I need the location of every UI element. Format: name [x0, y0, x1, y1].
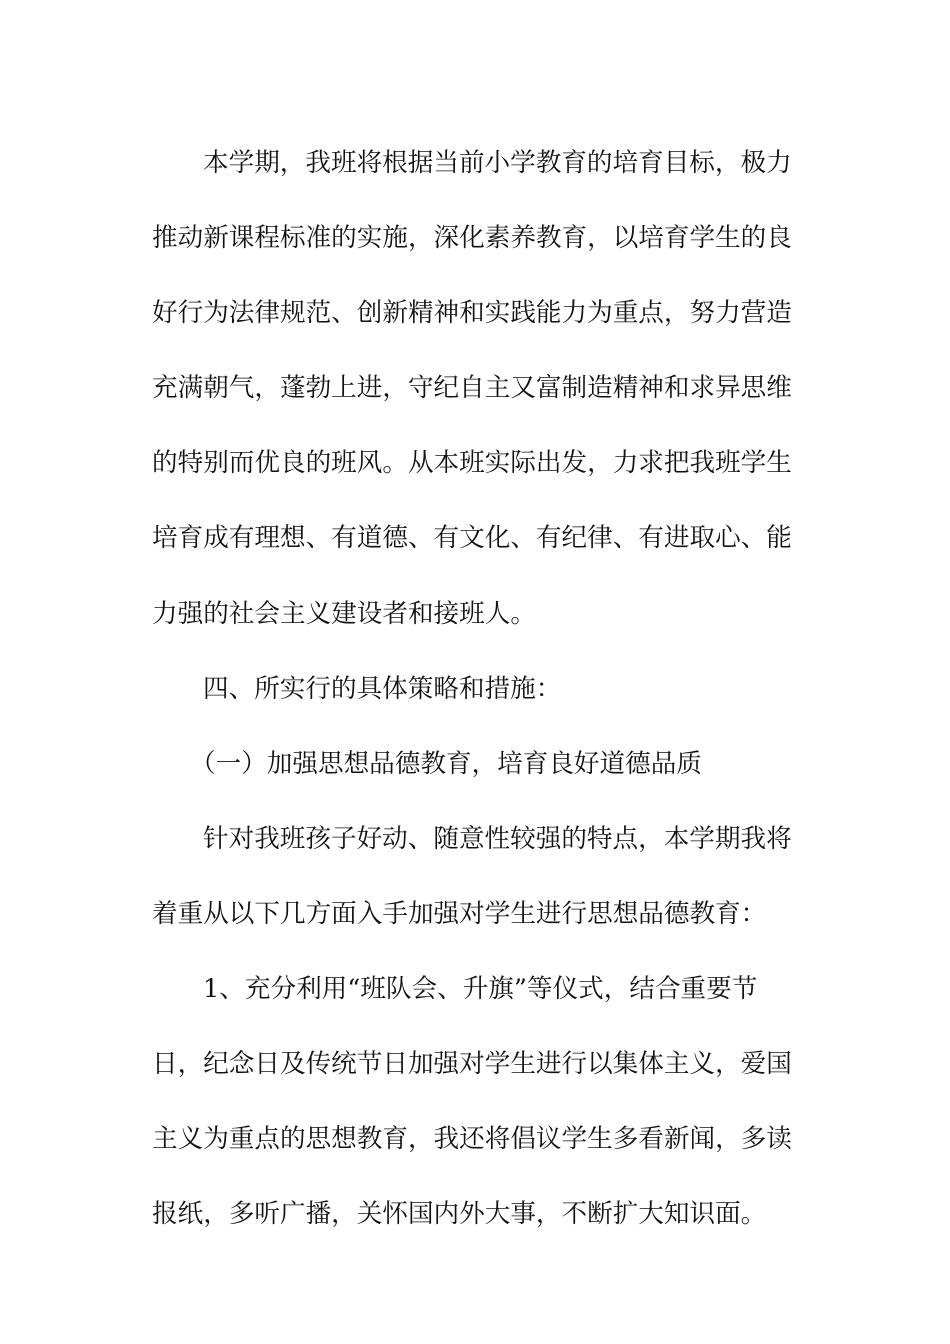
list-item-line: 1、充分利用“班队会、升旗”等仪式，结合重要节 [203, 974, 758, 1005]
paragraph-line: 本学期，我班将根据当前小学教育的培育目标，极力 [203, 148, 792, 178]
paragraph-line: 的特别而优良的班风。从本班实际出发，力求把我班学生 [152, 448, 792, 479]
paragraph-line: 推动新课程标准的实施，深化素养教育，以培育学生的良 [152, 223, 792, 254]
paragraph-line: 力强的社会主义建设者和接班人。 [152, 598, 536, 629]
list-item-line: 报纸，多听广播，关怀国内外大事，不断扩大知识面。 [152, 1199, 767, 1230]
list-item-line: 日，纪念日及传统节日加强对学生进行以集体主义，爱国 [152, 1049, 792, 1080]
subsection-heading: （一）加强思想品德教育，培育良好道德品质 [190, 748, 702, 779]
body-text [152, 126, 792, 1252]
paragraph-line: 培育成有理想、有道德、有文化、有纪律、有进取心、能 [152, 523, 792, 554]
paragraph-line: 充满朝气，蓬勃上进，守纪自主又富制造精神和求异思维 [152, 373, 792, 404]
section-heading: 四、所实行的具体策略和措施： [203, 673, 562, 704]
paragraph-line: 好行为法律规范、创新精神和实践能力为重点，努力营造 [152, 298, 792, 329]
paragraph-line: 针对我班孩子好动、随意性较强的特点，本学期我将 [203, 823, 792, 854]
paragraph-line: 着重从以下几方面入手加强对学生进行思想品德教育： [152, 898, 767, 929]
list-item-line: 主义为重点的思想教育，我还将倡议学生多看新闻，多读 [152, 1124, 792, 1155]
